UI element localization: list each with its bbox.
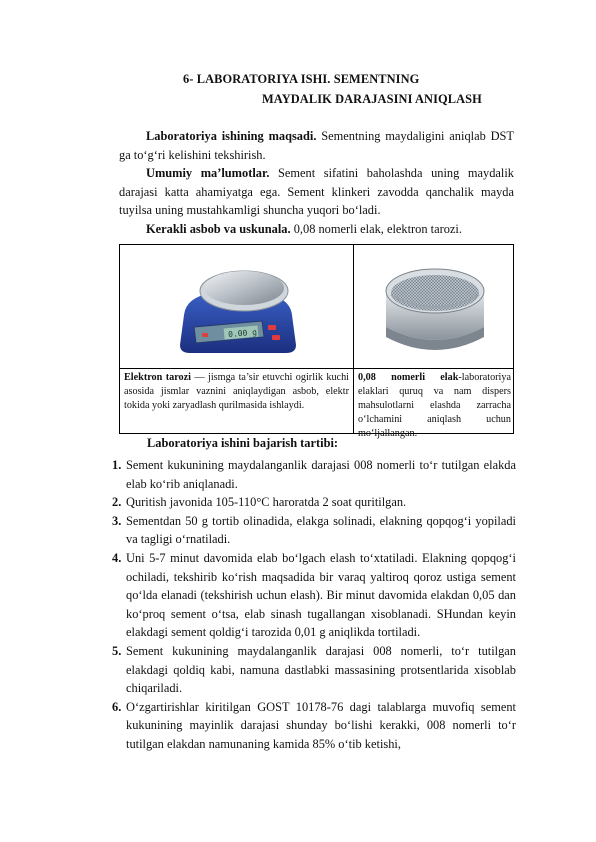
tools-paragraph [119, 220, 514, 239]
general-info-paragraph [119, 164, 514, 220]
aim-paragraph [119, 127, 514, 164]
procedure-step-2: 2. Quritish javonida 105-110°C haroratda 2 soat quritilgan. [112, 495, 407, 510]
tools-text: 0,08 nomerli elak, elektron tarozi. [290, 222, 462, 236]
general-info-label: Umumiy ma’lumotlar. [146, 166, 270, 180]
procedure-step-4: 4. Uni 5-7 minut davomida elab bo‘lgach elash to‘xtatiladi. Elakning qopqog‘i ochiladi, tekshirib ko‘rish maqsadida bir varaq yaltiroq qoroz ustiga sement qo‘lda elanadi (tekshirish uchun elash). Bir minut davomida elakdan 0,05 dan ko‘proq sement o‘tsa, elab sinash tugallangan xisoblanadi. SHundan keyin elakdagi sement qoldig‘i tarozida 0,01 g aniqlikda tortiladi. [112, 550, 516, 640]
aim-text: Sementning maydaligini aniqlab DST ga to‘g‘ri kelishini tekshirish. [119, 129, 515, 162]
sieve-caption-text: -laboratoriya elaklari quruq va nam dispers mahsulotlarni elashda zarracha o‘lchamini aniqlash uchun mo‘ljallangan. [358, 372, 511, 439]
table-divider-horizontal [120, 368, 513, 369]
sieve-image [354, 245, 515, 368]
procedure-step-3: 3. Sementdan 50 g tortib olinadida, elakga solinadi, elakning qopqog‘i yopiladi va tagligi o‘rnatiladi. [112, 513, 516, 547]
equipment-table [119, 244, 514, 439]
sieve-caption-title: 0,08 nomerli elak [358, 372, 459, 383]
scale-display: 0.00 g [227, 327, 257, 339]
aim-label: Laboratoriya ishining maqsadi. [146, 129, 317, 143]
title-line-1: 6- LABORATORIYA ISHI. SEMENTNING [183, 72, 420, 86]
electronic-scale-illustration [172, 257, 302, 357]
procedure-step-5: 5. Sement kukunining maydalanganlik darajasi 008 nomerli, to‘r tutilgan elakdagi qoldiq kabi, namuna dastlabki massasining protsentlarida xisoblab chiqariladi. [112, 643, 516, 696]
procedure-heading: Laboratoriya ishini bajarish tartibi: [147, 436, 339, 450]
sieve-caption [354, 371, 515, 441]
tools-label: Kerakli asbob va uskunala. [146, 222, 291, 236]
general-info-text: Sement sifatini baholashda uning maydalik darajasi katta ahamiyatga ega. Sement klinkeri zavodda qanchalik mayda tuyilsa uning mustahkamligi shuncha yuqori bo‘ladi. [119, 166, 514, 218]
scale-caption [120, 371, 353, 413]
procedure-step-6: 6. O‘zgartirishlar kiritilgan GOST 10178-76 dagi talablarga muvofiq sement kukunining mayinlik darajasi shunday bo‘lishi kerakki, 008 nomerli to‘r tutilgan elakdan namunaning kamida 85% o‘tib ketishi, [112, 699, 516, 751]
procedure-steps [112, 456, 516, 754]
sieve-illustration [376, 257, 494, 357]
electronic-scale-image [120, 245, 353, 368]
procedure-step-1: 1. Sement kukunining maydalanganlik darajasi 008 nomerli to‘r tutilgan elakda elab ko‘rib aniqlanadi. [112, 458, 516, 491]
scale-caption-title: Elektron tarozi [124, 372, 191, 383]
scale-caption-text: — jismga ta’sir etuvchi ogirlik kuchi asosida jismlar vaznini aniqlaydigan asbob, elektr tokida yoki zaryadlash qurilmasida ishlaydi. [124, 372, 349, 411]
title-line-2: MAYDALIK DARAJASINI ANIQLASH [262, 92, 482, 106]
